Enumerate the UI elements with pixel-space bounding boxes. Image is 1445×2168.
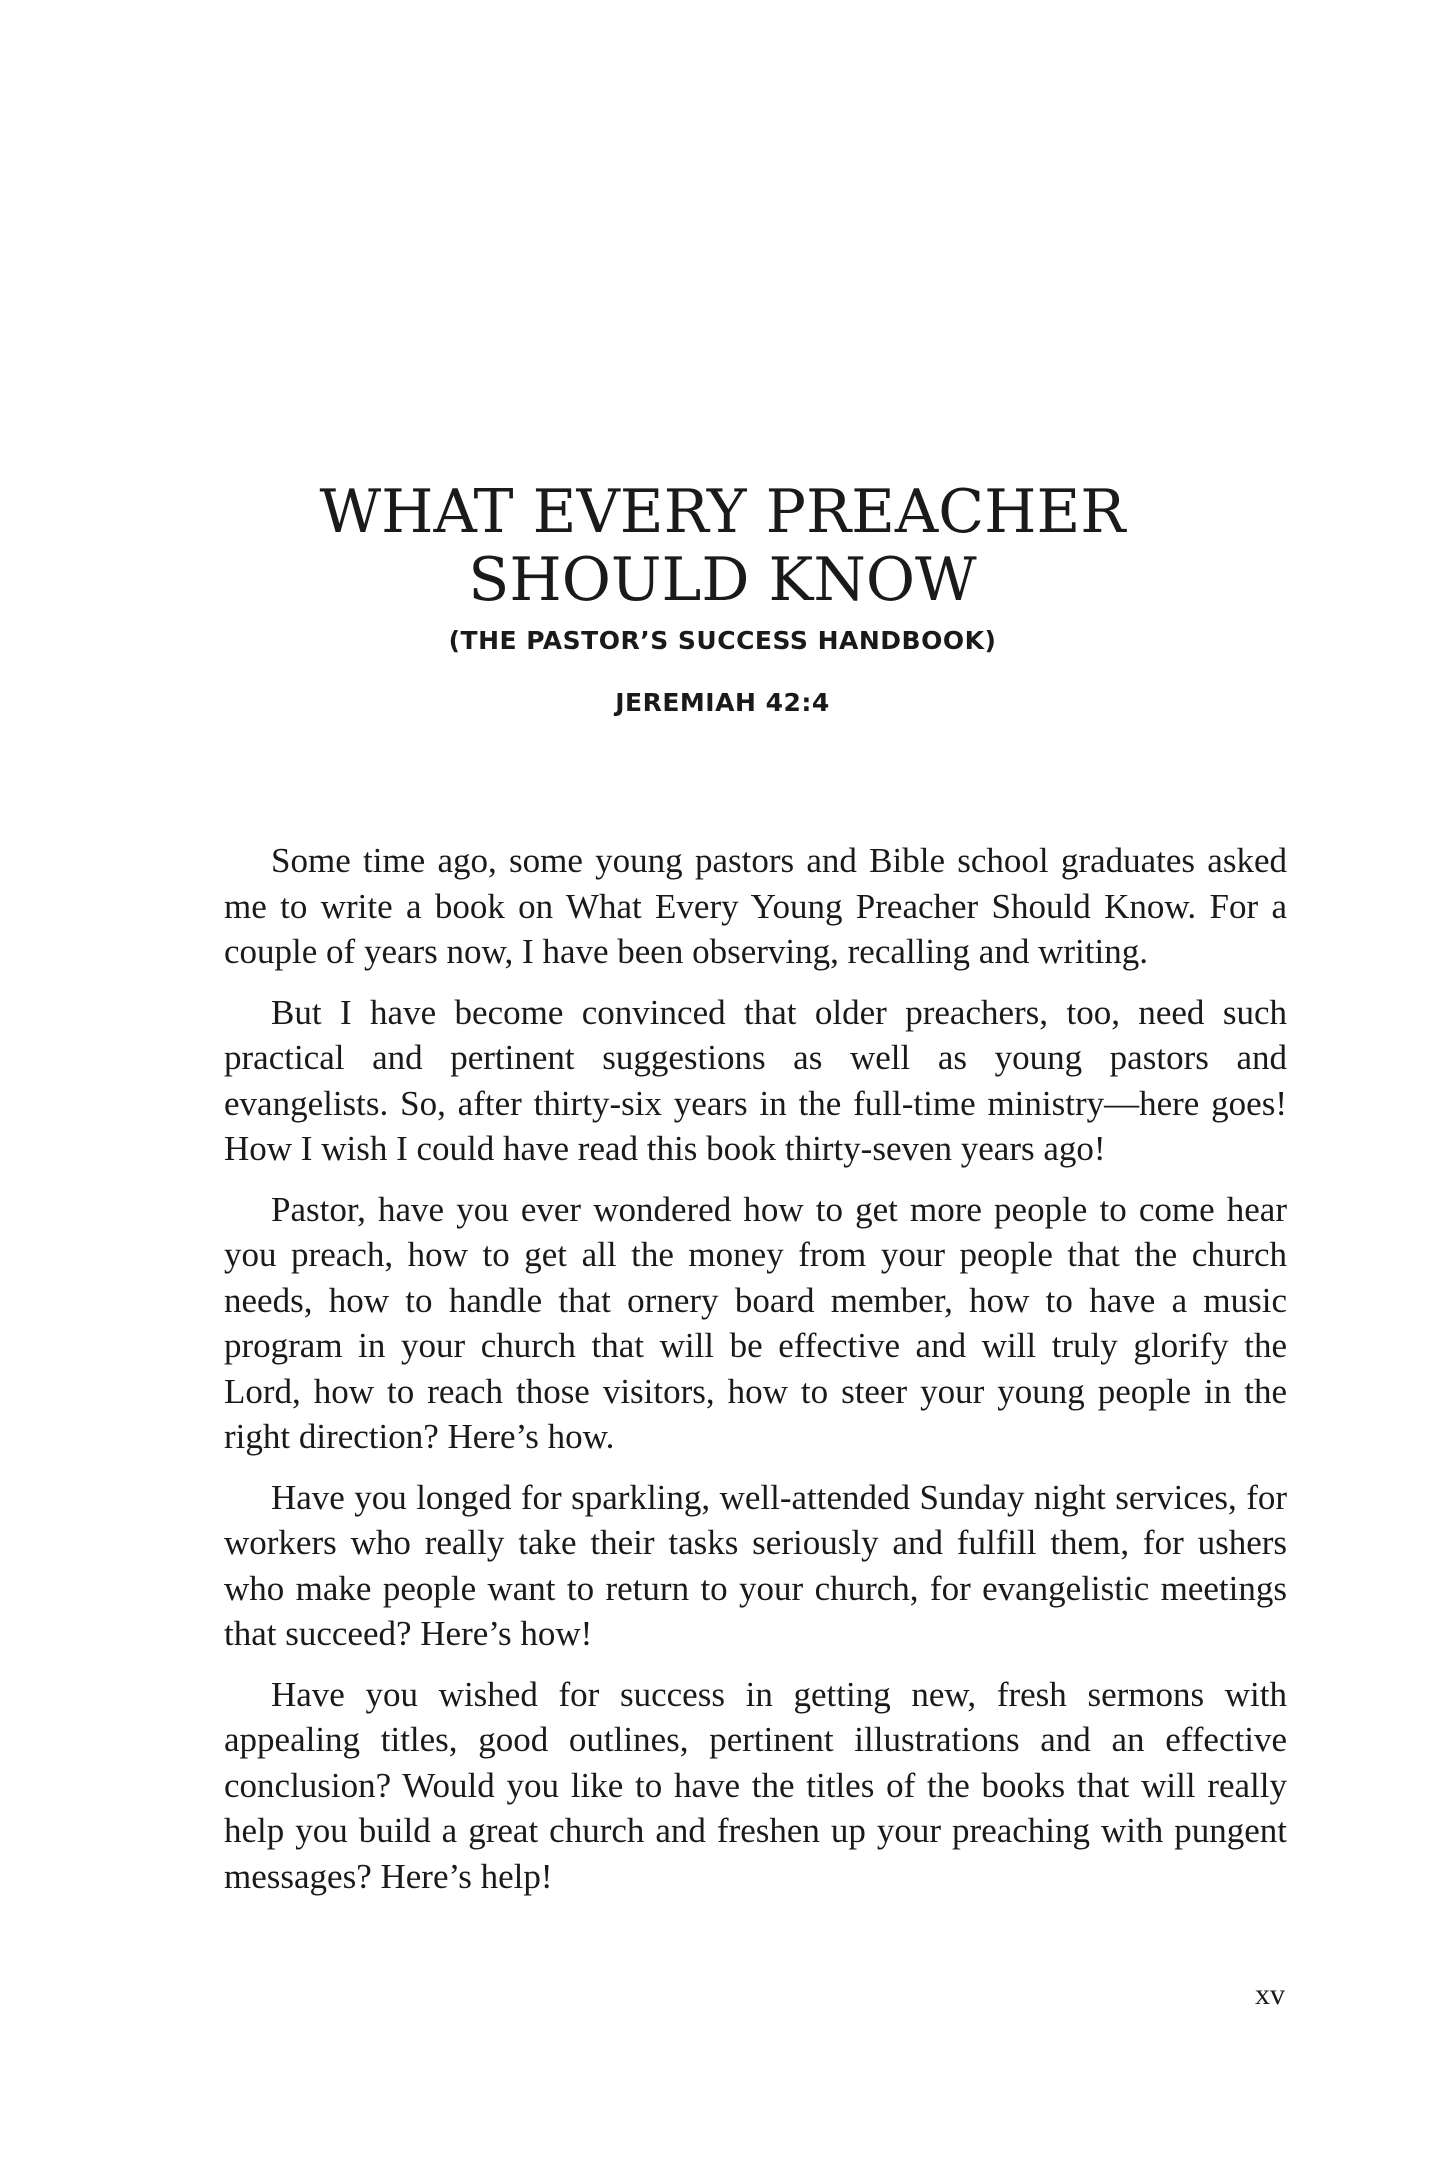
body-text [224, 838, 1287, 1914]
paragraph-3: Pastor, have you ever wondered how to get more people to come hear you preach, how to get all the money from your people that the church needs, how to handle that ornery board member, how to have a music program in your church that will be effective and will truly glorify the Lord, how to reach those visitors, how to steer your young people in the right direction? Here’s how. [224, 1189, 1287, 1456]
page-number: xv [1255, 1978, 1285, 2011]
subtitle: (THE PASTOR’S SUCCESS HANDBOOK) [448, 626, 997, 655]
paragraph-4: Have you longed for sparkling, well-attended Sunday night services, for workers who really take their tasks seriously and fulfill them, for ushers who make people want to return to your church, for evangelistic meetings that succeed? Here’s how! [224, 1477, 1287, 1653]
paragraph-2: But I have become convinced that older preachers, too, need such practical and pertinent suggestions as well as young pastors and evangelists. So, after thirty-six years in the full-time ministry—here goes! How I wish I could have read this book thirty-seven years ago! [224, 992, 1287, 1168]
title-line-1: WHAT EVERY PREACHER [319, 477, 1126, 547]
chapter-heading [0, 478, 1445, 718]
title-line-2: SHOULD KNOW [468, 545, 977, 615]
paragraph-5: Have you wished for success in getting new, fresh sermons with appealing titles, good outlines, pertinent illustrations and an effective conclusion? Would you like to have the titles of the books that will really help you build a great church and freshen up your preaching with pungent messages? Here’s help! [224, 1674, 1287, 1896]
scripture-reference: JEREMIAH 42:4 [615, 688, 830, 717]
paragraph-1: Some time ago, some young pastors and Bible school graduates asked me to write a book on What Every Young Preacher Should Know. For a couple of years now, I have been observing, recalling and writing. [224, 841, 1287, 971]
